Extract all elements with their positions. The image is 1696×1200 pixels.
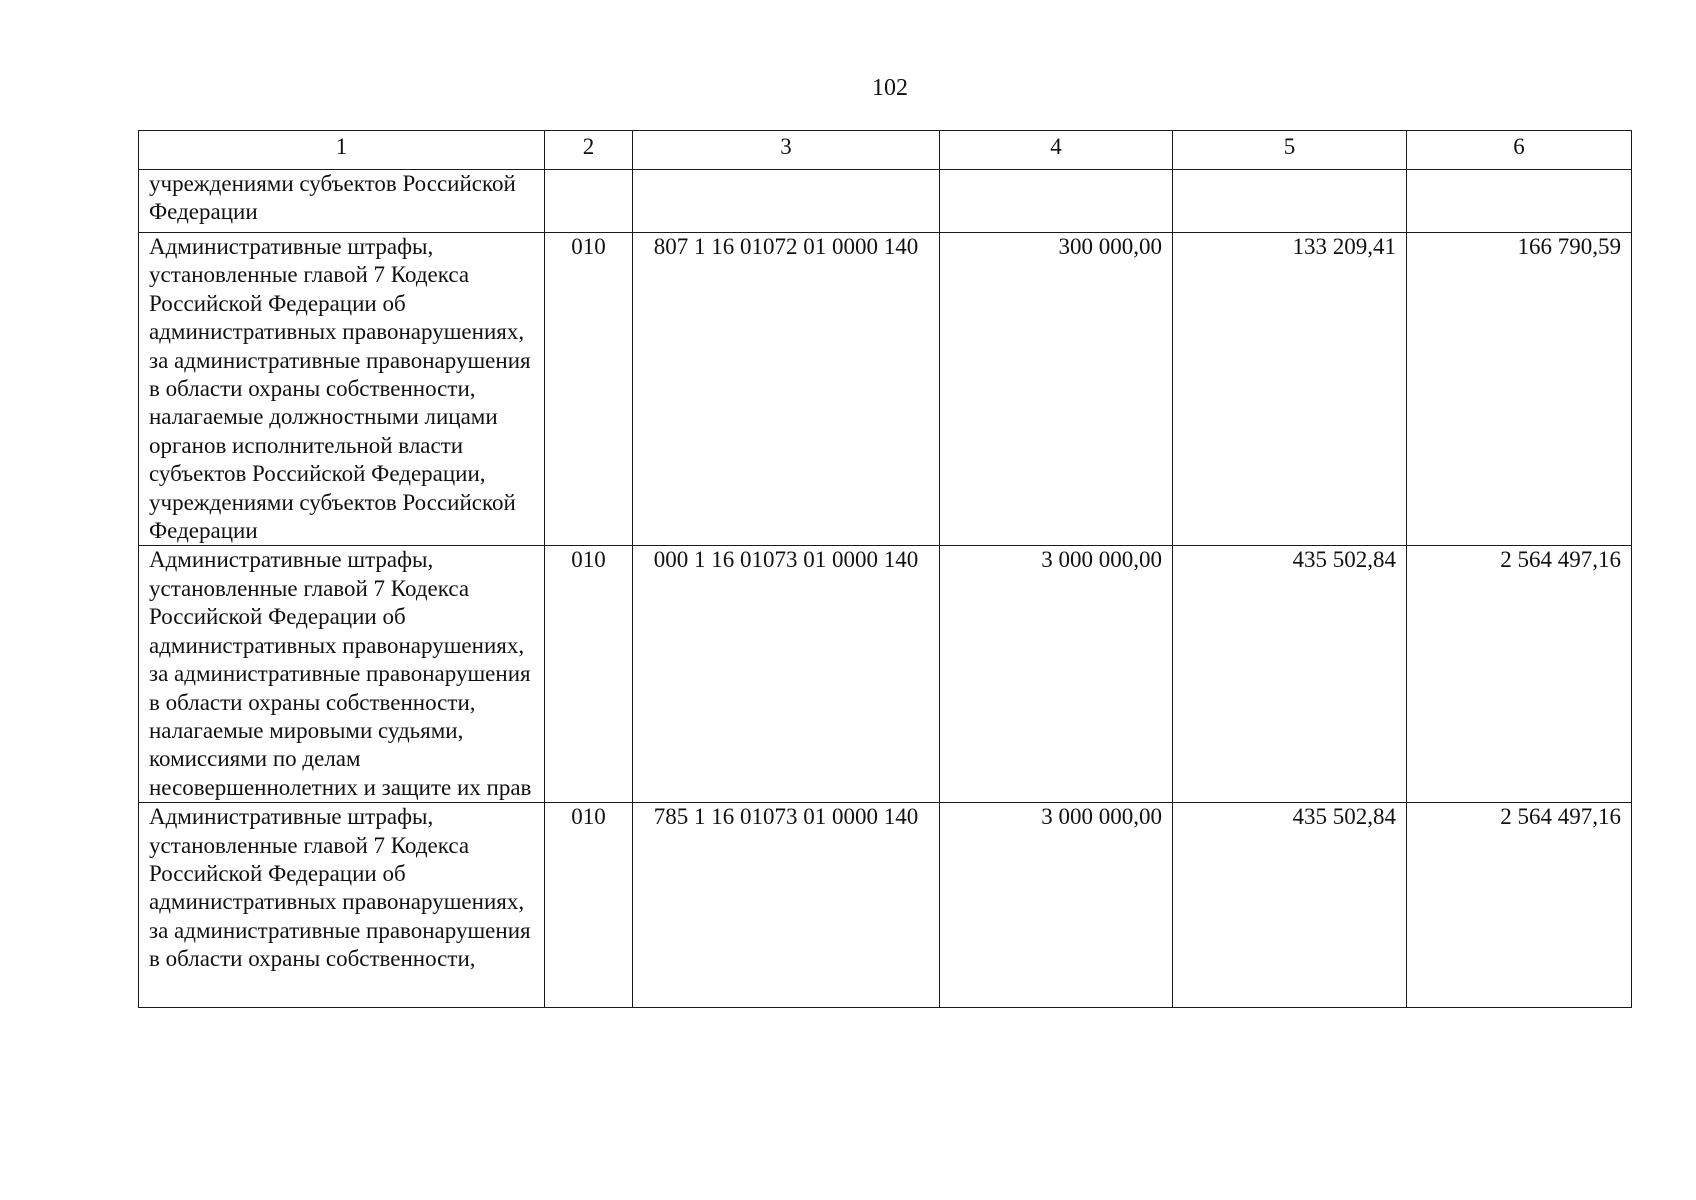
row-code: 010	[545, 546, 633, 803]
row-code: 010	[545, 803, 633, 1008]
approved-amount: 3 000 000,00	[940, 803, 1173, 1008]
column-number-6: 6	[1407, 131, 1632, 170]
column-number-2: 2	[545, 131, 633, 170]
column-number-row	[139, 131, 1632, 170]
kbk-code	[633, 170, 940, 233]
row-name: Административные штрафы, установленные главой 7 Кодекса Российской Федерации об административных правонарушениях, за административные правонарушения в области охраны собственности, налагаемые мировыми судьями, комиссиями по делам несовершеннолетних и защите их прав	[139, 546, 545, 803]
column-number-4: 4	[940, 131, 1173, 170]
row-name: Административные штрафы, установленные главой 7 Кодекса Российской Федерации об административных правонарушениях, за административные правонарушения в области охраны собственности, налагаемые должностными лицами органов исполнительной власти субъектов Российской Федерации, учреждениями субъектов Российской Федерации	[139, 233, 545, 546]
executed-amount	[1173, 170, 1407, 233]
kbk-code: 807 1 16 01072 01 0000 140	[633, 233, 940, 546]
kbk-code: 000 1 16 01073 01 0000 140	[633, 546, 940, 803]
approved-amount	[940, 170, 1173, 233]
executed-amount: 435 502,84	[1173, 803, 1407, 1008]
column-number-3: 3	[633, 131, 940, 170]
remaining-amount	[1407, 170, 1632, 233]
page-number: 102	[872, 75, 908, 101]
row-name-text: Административные штрафы, установленные главой 7 Кодекса Российской Федерации об административных правонарушениях, за административные правонарушения в области охраны собственности,	[149, 804, 531, 972]
table-row	[139, 546, 1632, 803]
column-number-5: 5	[1173, 131, 1407, 170]
approved-amount: 300 000,00	[940, 233, 1173, 546]
row-code: 010	[545, 233, 633, 546]
executed-amount: 435 502,84	[1173, 546, 1407, 803]
column-number-1: 1	[139, 131, 545, 170]
row-name: учреждениями субъектов Российской Федерации	[139, 170, 545, 233]
remaining-amount: 2 564 497,16	[1407, 546, 1632, 803]
table-row	[139, 170, 1632, 233]
table-row	[139, 233, 1632, 546]
table-row	[139, 803, 1632, 1008]
executed-amount: 133 209,41	[1173, 233, 1407, 546]
row-name	[139, 803, 545, 1008]
kbk-code: 785 1 16 01073 01 0000 140	[633, 803, 940, 1008]
row-code	[545, 170, 633, 233]
report-table	[138, 130, 1632, 1008]
approved-amount: 3 000 000,00	[940, 546, 1173, 803]
remaining-amount: 2 564 497,16	[1407, 803, 1632, 1008]
remaining-amount: 166 790,59	[1407, 233, 1632, 546]
